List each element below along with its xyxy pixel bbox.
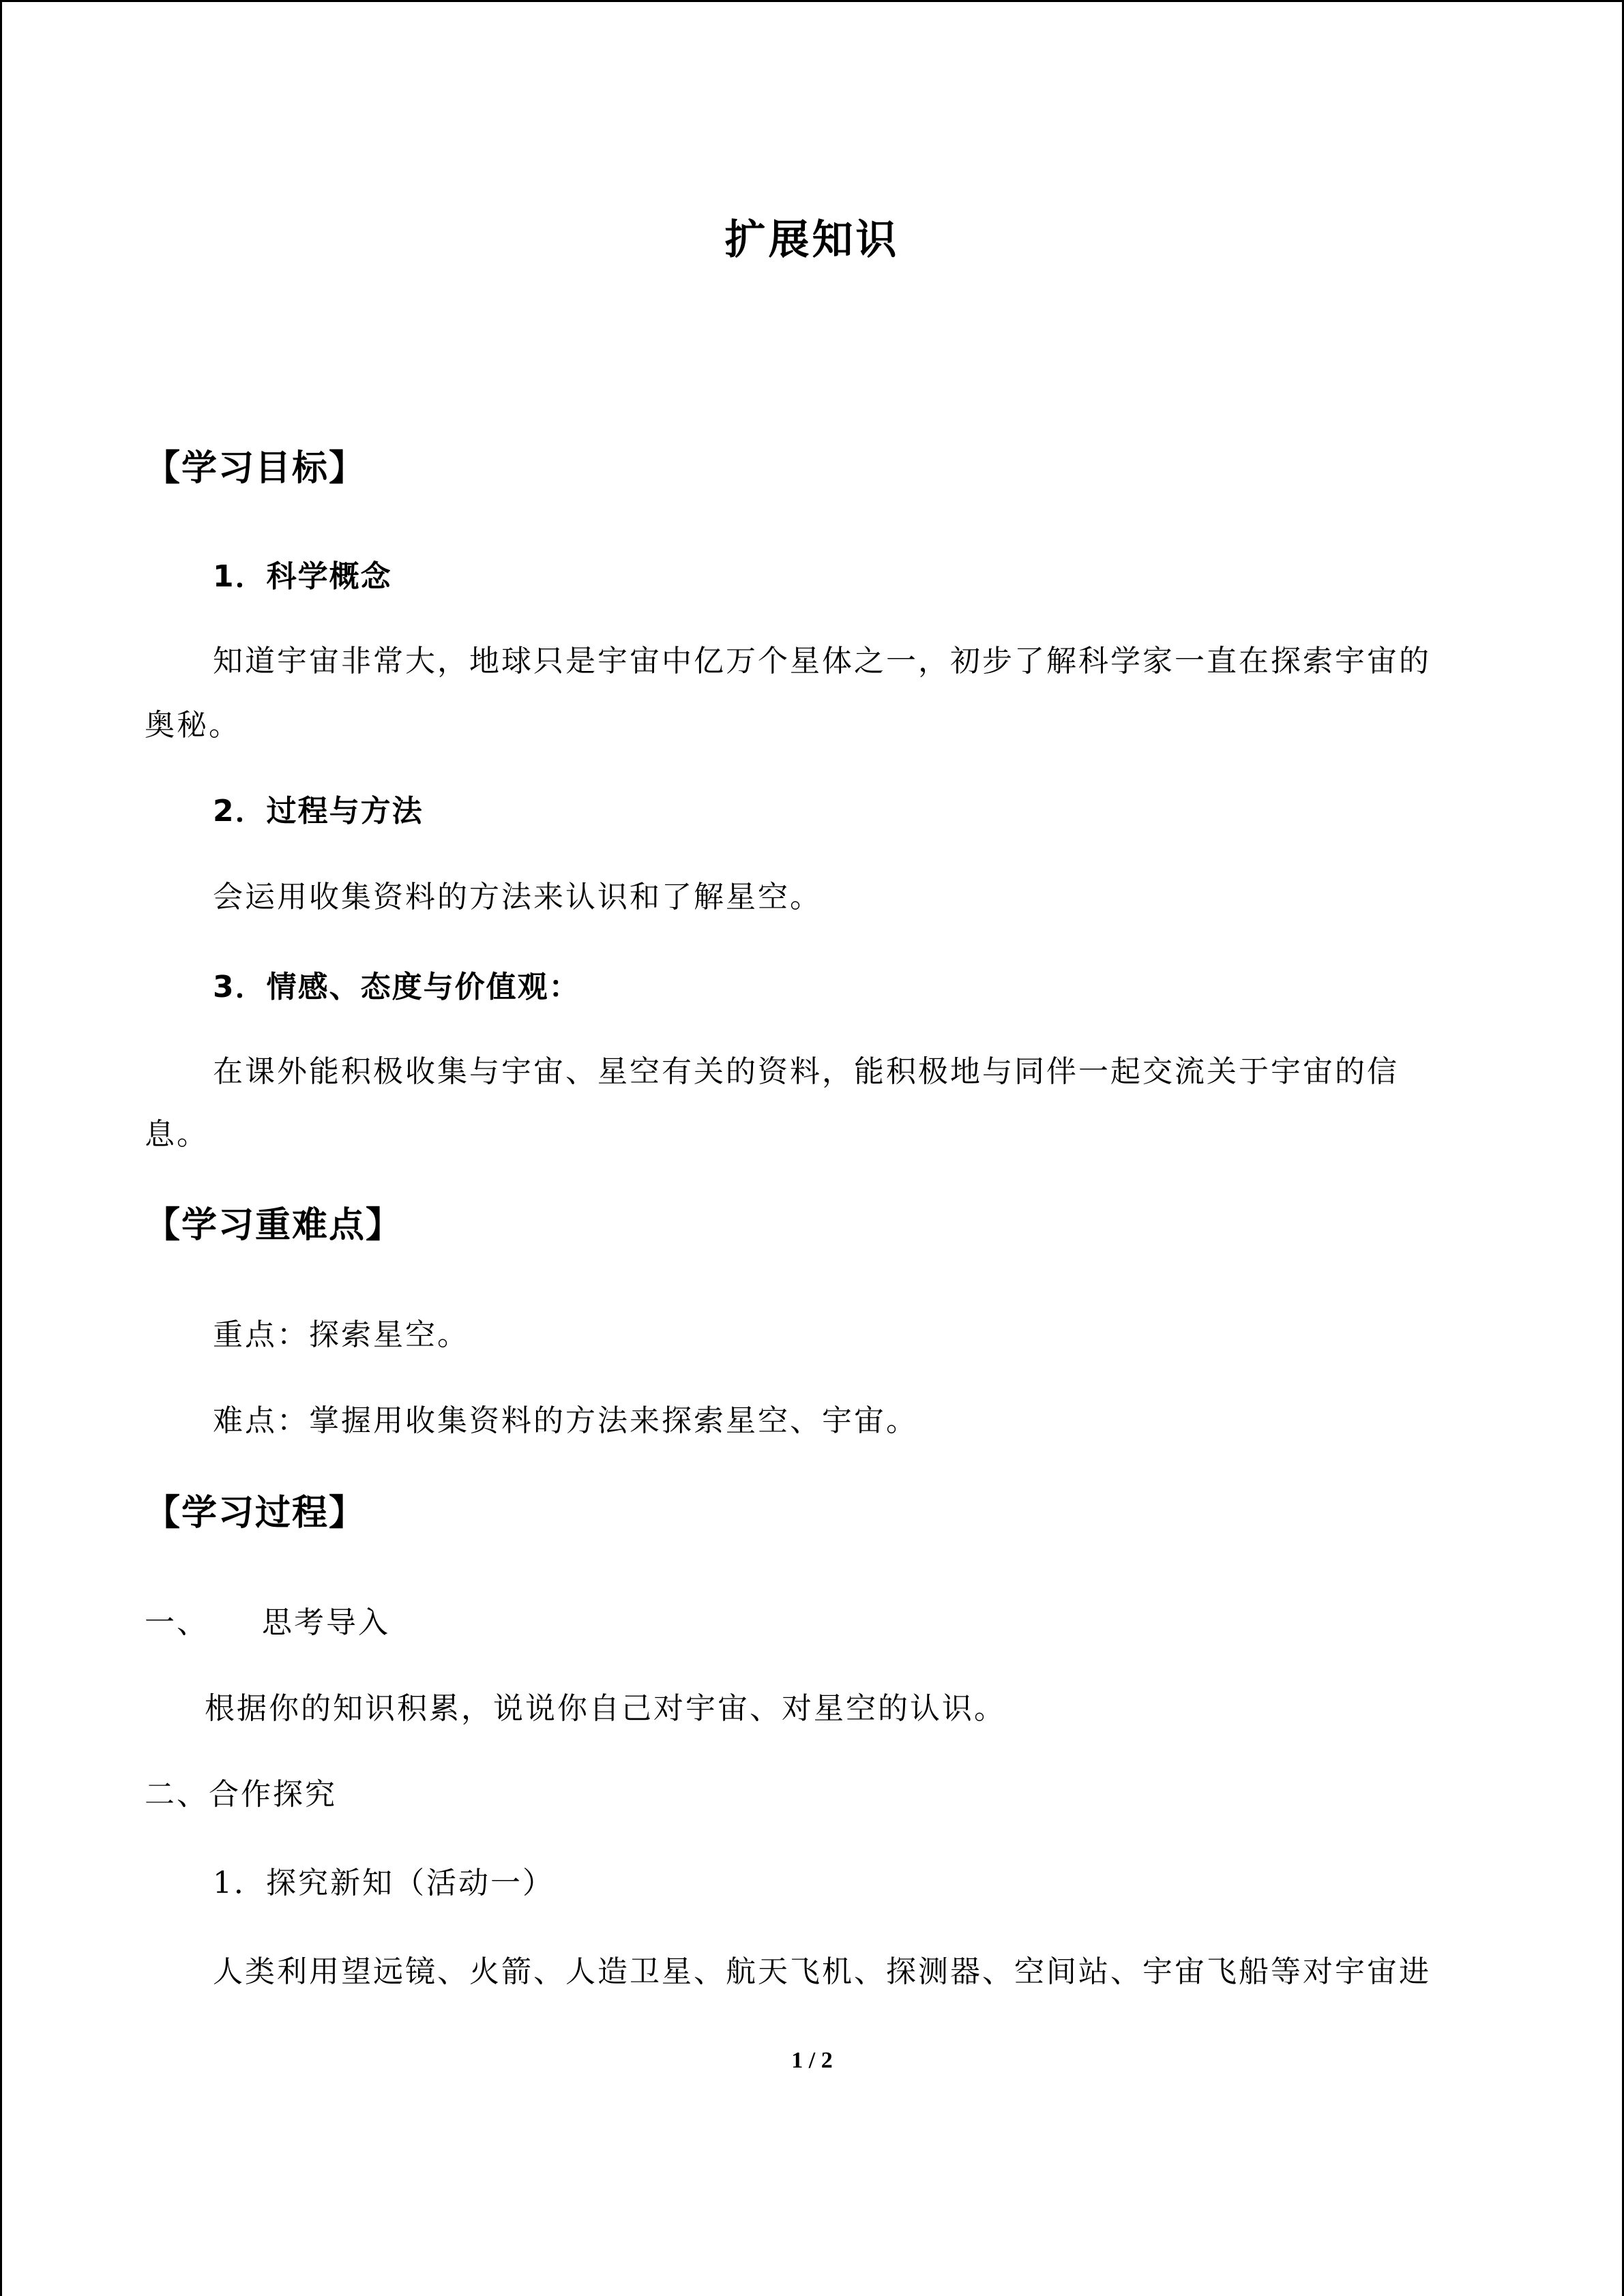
key-point-text: 重点：探索星空。 (213, 1317, 469, 1352)
activity-1-title: 1．探究新知（活动一） (213, 1866, 555, 1900)
goal-2-text: 会运用收集资料的方法来认识和了解星空。 (213, 880, 822, 914)
goal-3-text-line-2: 息。 (145, 1117, 209, 1152)
goal-3-text-line-1: 在课外能积极收集与宇宙、星空有关的资料，能积极地与同伴一起交流关于宇宙的信 (213, 1054, 1399, 1089)
part-1-title: 思考导入 (262, 1605, 390, 1640)
part-2-title: 二、合作探究 (145, 1777, 337, 1812)
goal-1-title: 1．科学概念 (213, 559, 392, 594)
activity-1-text-line-1: 人类利用望远镜、火箭、人造卫星、航天飞机、探测器、空间站、宇宙飞船等对宇宙进 (213, 1954, 1431, 1989)
section-heading-process: 【学习过程】 (145, 1493, 366, 1534)
part-1-number: 一、 (145, 1605, 209, 1640)
document-title: 扩展知识 (724, 216, 900, 264)
difficult-point-text: 难点：掌握用收集资料的方法来探索星空、宇宙。 (213, 1403, 918, 1438)
goal-2-title: 2．过程与方法 (213, 794, 424, 829)
part-1-text: 根据你的知识积累，说说你自己对宇宙、对星空的认识。 (205, 1691, 1006, 1726)
page-number: 1 / 2 (791, 2048, 833, 2073)
goal-1-text-line-1: 知道宇宙非常大，地球只是宇宙中亿万个星体之一，初步了解科学家一直在探索宇宙的 (213, 644, 1431, 679)
section-heading-key-points: 【学习重难点】 (145, 1205, 403, 1246)
goal-1-text-line-2: 奥秘。 (145, 708, 241, 743)
goal-3-title: 3．情感、态度与价值观： (213, 970, 580, 1004)
section-heading-goals: 【学习目标】 (145, 448, 366, 489)
